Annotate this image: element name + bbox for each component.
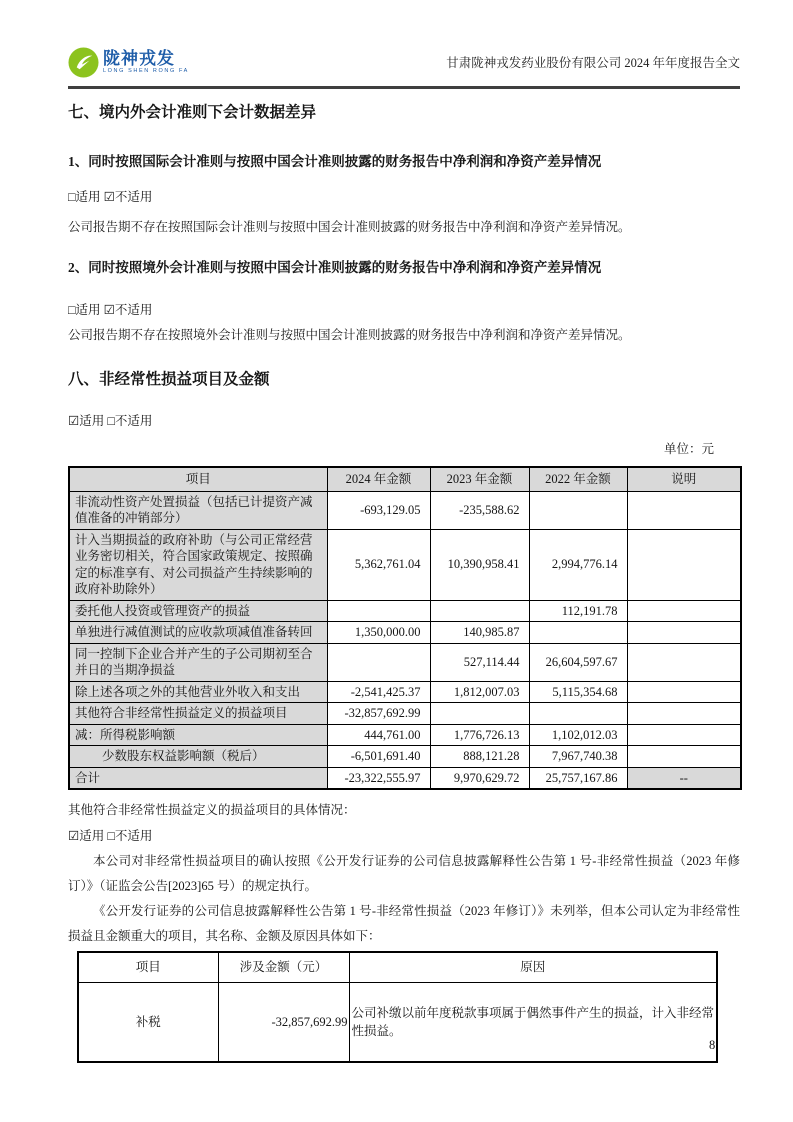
header-rule: [68, 86, 740, 89]
cell-2022: 26,604,597.67: [529, 643, 627, 681]
cell-2024: [327, 600, 430, 622]
cell-2024: 5,362,761.04: [327, 529, 430, 600]
cell-2024: -2,541,425.37: [327, 681, 430, 703]
cell-item: 单独进行减值测试的应收款项减值准备转回: [69, 622, 327, 644]
table-row: [69, 746, 741, 768]
cell-2022: 5,115,354.68: [529, 681, 627, 703]
table-row: [69, 724, 741, 746]
section-7-2-heading: 2、同时按照境外会计准则与按照中国会计准则披露的财务报告中净利润和净资产差异情况: [68, 260, 602, 275]
cell-item: 其他符合非经常性损益定义的损益项目: [69, 703, 327, 725]
brand-name-en: LONG SHEN RONG FA: [103, 67, 189, 74]
col-header-item: 项目: [78, 952, 218, 982]
cell-item: 非流动性资产处置损益（包括已计提资产减值准备的冲销部分）: [69, 491, 327, 529]
cell-2022: [529, 703, 627, 725]
table-row: [78, 982, 717, 1062]
table-row: [69, 529, 741, 600]
cell-note: [627, 529, 741, 600]
page-number: 8: [709, 1038, 716, 1052]
cell-2024: -6,501,691.40: [327, 746, 430, 768]
section-7-2-body: 公司报告期不存在按照境外会计准则与按照中国会计准则披露的财务报告中净利润和净资产差异情况。: [68, 328, 631, 342]
cell-amount: -32,857,692.99: [218, 982, 349, 1062]
cell-2024: -693,129.05: [327, 491, 430, 529]
table-row: [69, 622, 741, 644]
paragraph: 《公开发行证券的公司信息披露解释性公告第 1 号-非经常性损益（2023 年修订）》未列举，但本公司认定为非经常性损益且金额重大的项目，其名称、金额及原因具体如下：: [68, 904, 740, 943]
cell-item: 补税: [78, 982, 218, 1062]
cell-note: [627, 681, 741, 703]
page-header: [68, 42, 740, 82]
col-header-2024: 2024 年金额: [327, 467, 430, 491]
cell-reason: 公司补缴以前年度税款事项属于偶然事件产生的损益，计入非经常性损益。: [349, 982, 717, 1062]
cell-2022: 2,994,776.14: [529, 529, 627, 600]
col-header-amount: 涉及金额（元）: [218, 952, 349, 982]
cell-2024: 444,761.00: [327, 724, 430, 746]
cell-note: --: [627, 767, 741, 789]
col-header-note: 说明: [627, 467, 741, 491]
cell-2024: -23,322,555.97: [327, 767, 430, 789]
cell-note: [627, 622, 741, 644]
non-recurring-items-table: [68, 466, 742, 790]
section-7-1-heading: 1、同时按照国际会计准则与按照中国会计准则披露的财务报告中净利润和净资产差异情况: [68, 154, 602, 169]
detail-line: 其他符合非经常性损益定义的损益项目的具体情况：: [68, 803, 356, 817]
section-7-1-body: 公司报告期不存在按照国际会计准则与按照中国会计准则披露的财务报告中净利润和净资产差异情况。: [68, 220, 631, 234]
paragraph: 本公司对非经常性损益项目的确认按照《公开发行证券的公司信息披露解释性公告第 1 号-非经常性损益（2023 年修订）》（证监会公告[2023]65 号）的规定执行。: [68, 854, 740, 893]
applicability-checkboxes: □适用 ☑不适用: [68, 190, 153, 204]
cell-item: 计入当期损益的政府补助（与公司正常经营业务密切相关，符合国家政策规定、按照确定的标准享有、对公司损益产生持续影响的政府补助除外）: [69, 529, 327, 600]
col-header-item: 项目: [69, 467, 327, 491]
cell-2024: [327, 643, 430, 681]
cell-2023: 527,114.44: [430, 643, 529, 681]
cell-2022: 7,967,740.38: [529, 746, 627, 768]
cell-note: [627, 600, 741, 622]
cell-2022: 112,191.78: [529, 600, 627, 622]
cell-note: [627, 703, 741, 725]
table-row-total: [69, 767, 741, 789]
col-header-reason: 原因: [349, 952, 717, 982]
cell-note: [627, 491, 741, 529]
company-logo: [68, 47, 189, 78]
col-header-2023: 2023 年金额: [430, 467, 529, 491]
cell-2023: 1,776,726.13: [430, 724, 529, 746]
section-8-heading: 八、非经常性损益项目及金额: [68, 371, 270, 388]
cell-2022: [529, 622, 627, 644]
cell-item: 合计: [69, 767, 327, 789]
cell-2023: -235,588.62: [430, 491, 529, 529]
cell-note: [627, 746, 741, 768]
cell-item: 减：所得税影响额: [69, 724, 327, 746]
applicability-checkboxes: □适用 ☑不适用: [68, 303, 153, 317]
document-title: 甘肃陇神戎发药业股份有限公司 2024 年年度报告全文: [446, 56, 740, 70]
cell-2022: [529, 491, 627, 529]
col-header-2022: 2022 年金额: [529, 467, 627, 491]
cell-2023: [430, 600, 529, 622]
cell-2023: 9,970,629.72: [430, 767, 529, 789]
cell-item: 委托他人投资或管理资产的损益: [69, 600, 327, 622]
cell-2023: 140,985.87: [430, 622, 529, 644]
table-header-row: [69, 467, 741, 491]
table-row: [69, 491, 741, 529]
brand-name-cn: 陇神戎发: [103, 48, 175, 68]
section-7-heading: 七、境内外会计准则下会计数据差异: [68, 104, 317, 121]
table-row: [69, 600, 741, 622]
applicability-checkboxes: ☑适用 □不适用: [68, 414, 153, 428]
cell-item: 同一控制下企业合并产生的子公司期初至合并日的当期净损益: [69, 643, 327, 681]
cell-2024: -32,857,692.99: [327, 703, 430, 725]
cell-2023: 10,390,958.41: [430, 529, 529, 600]
table-row: [69, 681, 741, 703]
cell-2022: 25,757,167.86: [529, 767, 627, 789]
logo-icon: [68, 47, 99, 78]
applicability-checkboxes: ☑适用 □不适用: [68, 829, 153, 843]
significant-items-table: [77, 951, 718, 1063]
cell-2022: 1,102,012.03: [529, 724, 627, 746]
cell-2024: 1,350,000.00: [327, 622, 430, 644]
table-header-row: [78, 952, 717, 982]
cell-2023: [430, 703, 529, 725]
cell-item: 少数股东权益影响额（税后）: [69, 746, 327, 768]
cell-note: [627, 724, 741, 746]
cell-2023: 888,121.28: [430, 746, 529, 768]
unit-label: 单位：元: [663, 442, 714, 456]
cell-item: 除上述各项之外的其他营业外收入和支出: [69, 681, 327, 703]
cell-note: [627, 643, 741, 681]
table-row: [69, 643, 741, 681]
cell-2023: 1,812,007.03: [430, 681, 529, 703]
table-row: [69, 703, 741, 725]
